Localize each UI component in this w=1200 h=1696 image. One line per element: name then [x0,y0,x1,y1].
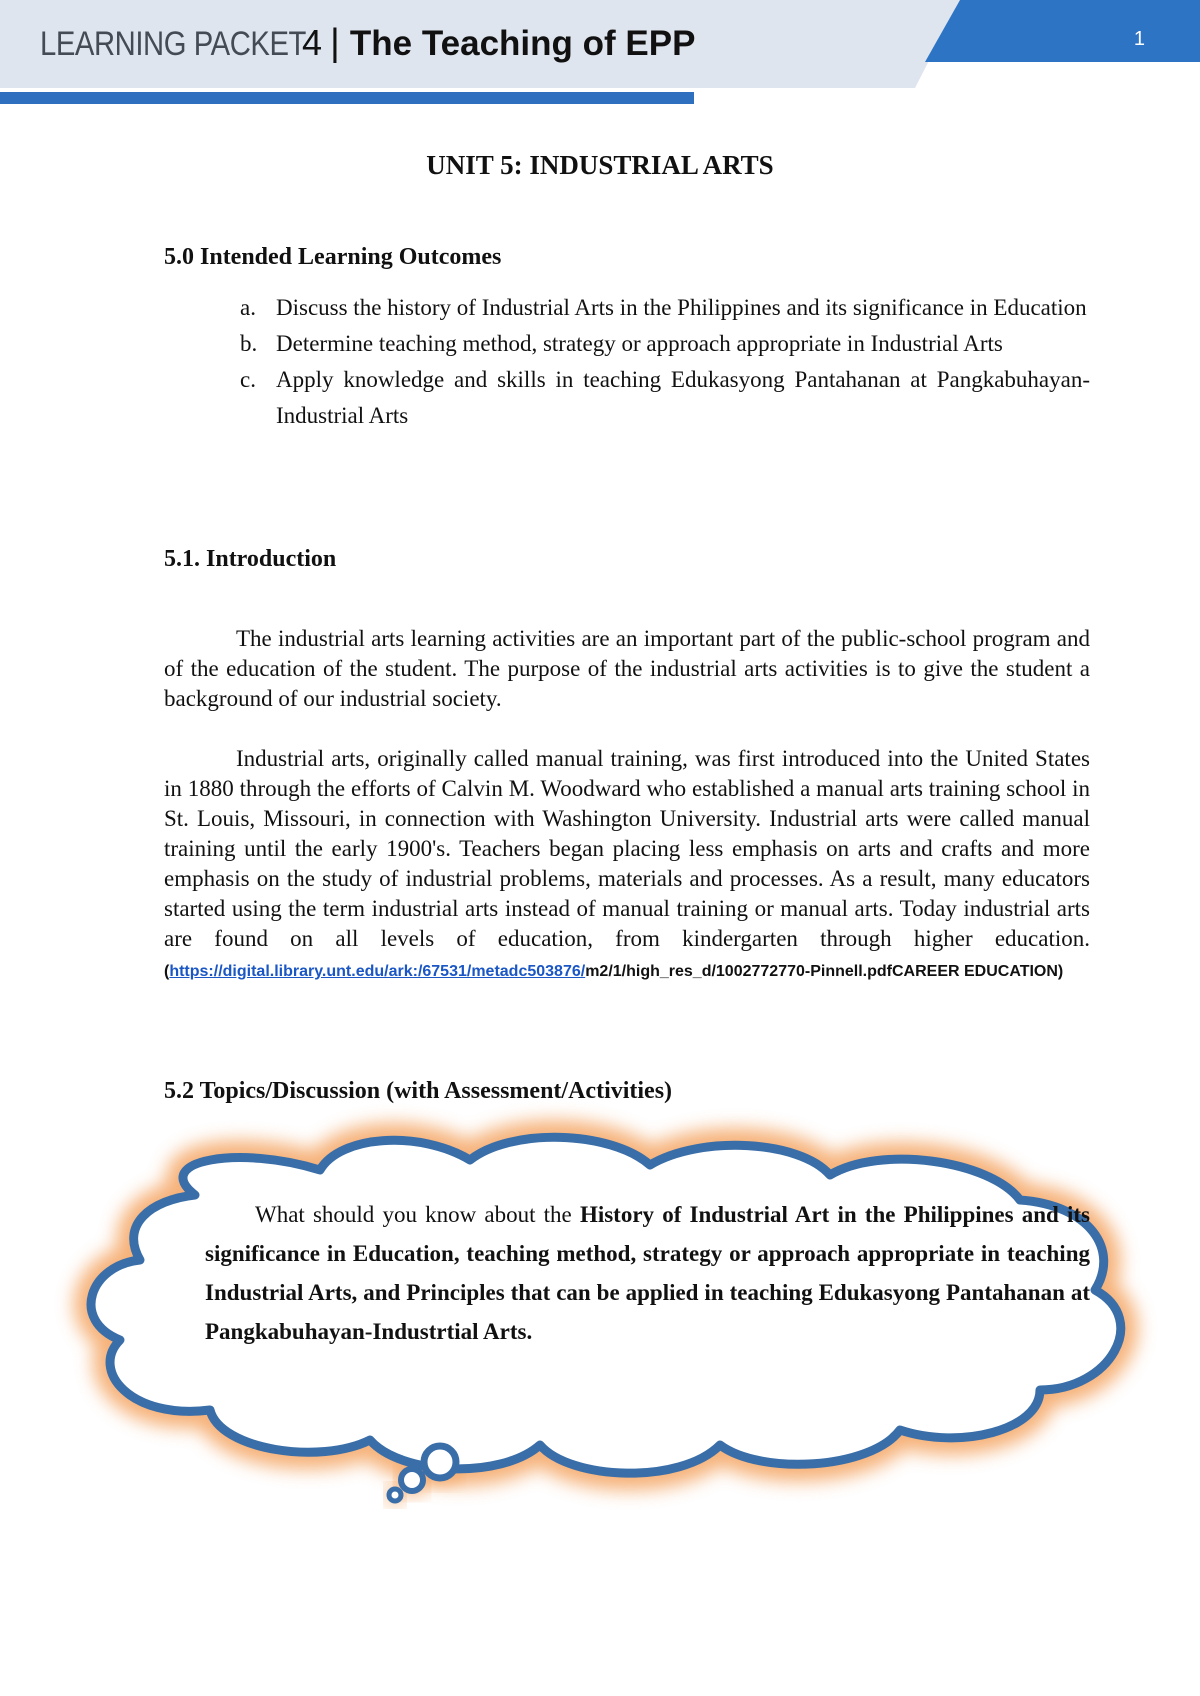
list-item-text: Determine teaching method, strategy or approach appropriate in Industrial Arts [276,331,1003,356]
topics-heading: 5.2 Topics/Discussion (with Assessment/Activities) [164,1078,673,1104]
list-item-text: Discuss the history of Industrial Arts in the Philippines and its significance in Education [276,295,1087,320]
citation-rest: m2/1/high_res_d/1002772770-Pinnell.pdfCAREER EDUCATION [585,963,1058,980]
page-number: 1 [1133,28,1145,50]
intro-paragraph-2-text: Industrial arts, originally called manual training, was first introduced into the United States in 1880 through the efforts of Calvin M. Woodward who established a manual arts training school in St. Louis, Missouri, in connection with Washington University. Industrial arts were called manual training until the early 1900's. Teachers began placing less emphasis on arts and crafts and more emphasis on the study of industrial problems, materials and processes. As a result, many educators started using the term industrial arts instead of manual training or manual arts. Today industrial arts are found on all levels of education, from kindergarten through higher education. [164,746,1090,951]
cloud-question [205,1195,1090,1351]
citation [164,963,1063,980]
outcomes-heading: 5.0 Intended Learning Outcomes [164,244,502,270]
intro-paragraph-1: The industrial arts learning activities are an important part of the public-school program and of the education of the student. The purpose of the industrial arts activities is to give the student a background of our industrial society. [164,626,1090,711]
list-item-label: b. [240,331,258,356]
list-item-text: Apply knowledge and skills in teaching Edukasyong Pantahanan at Pangkabuhayan-Industrial Arts [276,367,1090,428]
unit-title: UNIT 5: INDUSTRIAL ARTS [426,150,774,180]
list-item [240,290,1090,326]
packet-number: 4 [302,22,323,63]
citation-close: ) [1057,963,1064,980]
citation-open: ( [164,963,170,980]
header-separator: | [330,22,340,64]
subject-title: The Teaching of EPP [349,24,696,63]
packet-label: LEARNING PACKET [40,25,306,63]
list-item [240,362,1090,434]
introduction-heading: 5.1. Introduction [164,546,337,572]
cloud-question-topics: History of Industrial Art in the Philippines and its significance in Education, teaching method, strategy or approach appropriate in teaching Industrial Arts, and Principles that can be applied in teaching Edukasyong Pantahanan at Pangkabuhayan-Industrtial Arts. [205,1202,1090,1344]
list-item [240,326,1090,362]
list-item-label: a. [240,295,256,320]
intro-paragraph-2 [164,744,1090,987]
list-item-label: c. [240,367,256,392]
header-title [40,22,695,82]
citation-link[interactable]: https://digital.library.unt.edu/ark:/67531/metadc503876/ [169,963,586,980]
outcomes-list [240,290,1090,434]
cloud-question-lead: What should you know about the [255,1202,580,1227]
